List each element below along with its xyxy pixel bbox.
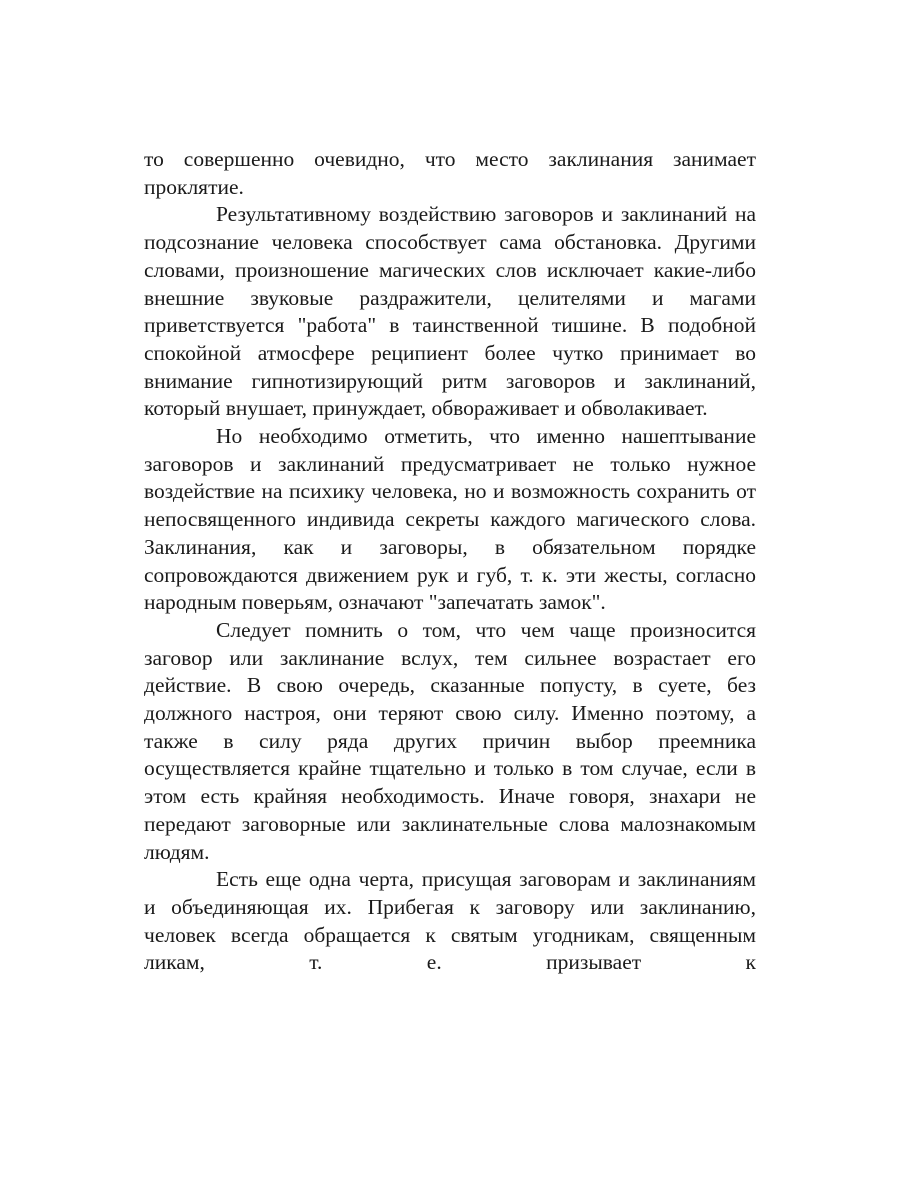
paragraph-5: Есть еще одна черта, присущая заговорам и заклинаниям и объединяющая их. Прибегая к заговору или заклинанию, человек всегда обращается к святым угодникам, священным ликам, т. е. призывает к	[144, 867, 756, 975]
paragraph-4: Следует помнить о том, что чем чаще произносится заговор или заклинание вслух, тем сильнее возрастает его действие. В свою очередь, сказанные попусту, в суете, без должного настроя, они теряют свою силу. Именно поэтому, а также в силу ряда других причин выбор преемника осуществляется крайне тщательно и только в том случае, если в этом есть крайняя необходимость. Иначе говоря, знахари не передают заговорные или заклинательные слова малознакомым людям.	[144, 617, 756, 864]
body-text	[144, 146, 756, 977]
paragraph-3: Но необходимо отметить, что именно нашептывание заговоров и заклинаний предусматривает не только нужное воздействие на психику человека, но и возможность сохранить от непосвященного индивида секреты каждого магического слова. Заклинания, как и заговоры, в обязательном порядке сопровождаются движением рук и губ, т. к. эти жесты, согласно народным поверьям, означают "запечатать замок".	[144, 424, 756, 615]
paragraph-2: Результативному воздействию заговоров и заклинаний на подсознание человека способствует сама обстановка. Другими словами, произношение магических слов исключает какие-либо внешние звуковые раздражители, целителями и магами приветствуется "работа" в таинственной тишине. В подобной спокойной атмосфере реципиент более чутко принимает во внимание гипнотизирующий ритм заговоров и заклинаний, который внушает, принуждает, обвораживает и обволакивает.	[144, 202, 756, 421]
paragraph-1: то совершенно очевидно, что место заклинания занимает проклятие.	[144, 147, 756, 199]
